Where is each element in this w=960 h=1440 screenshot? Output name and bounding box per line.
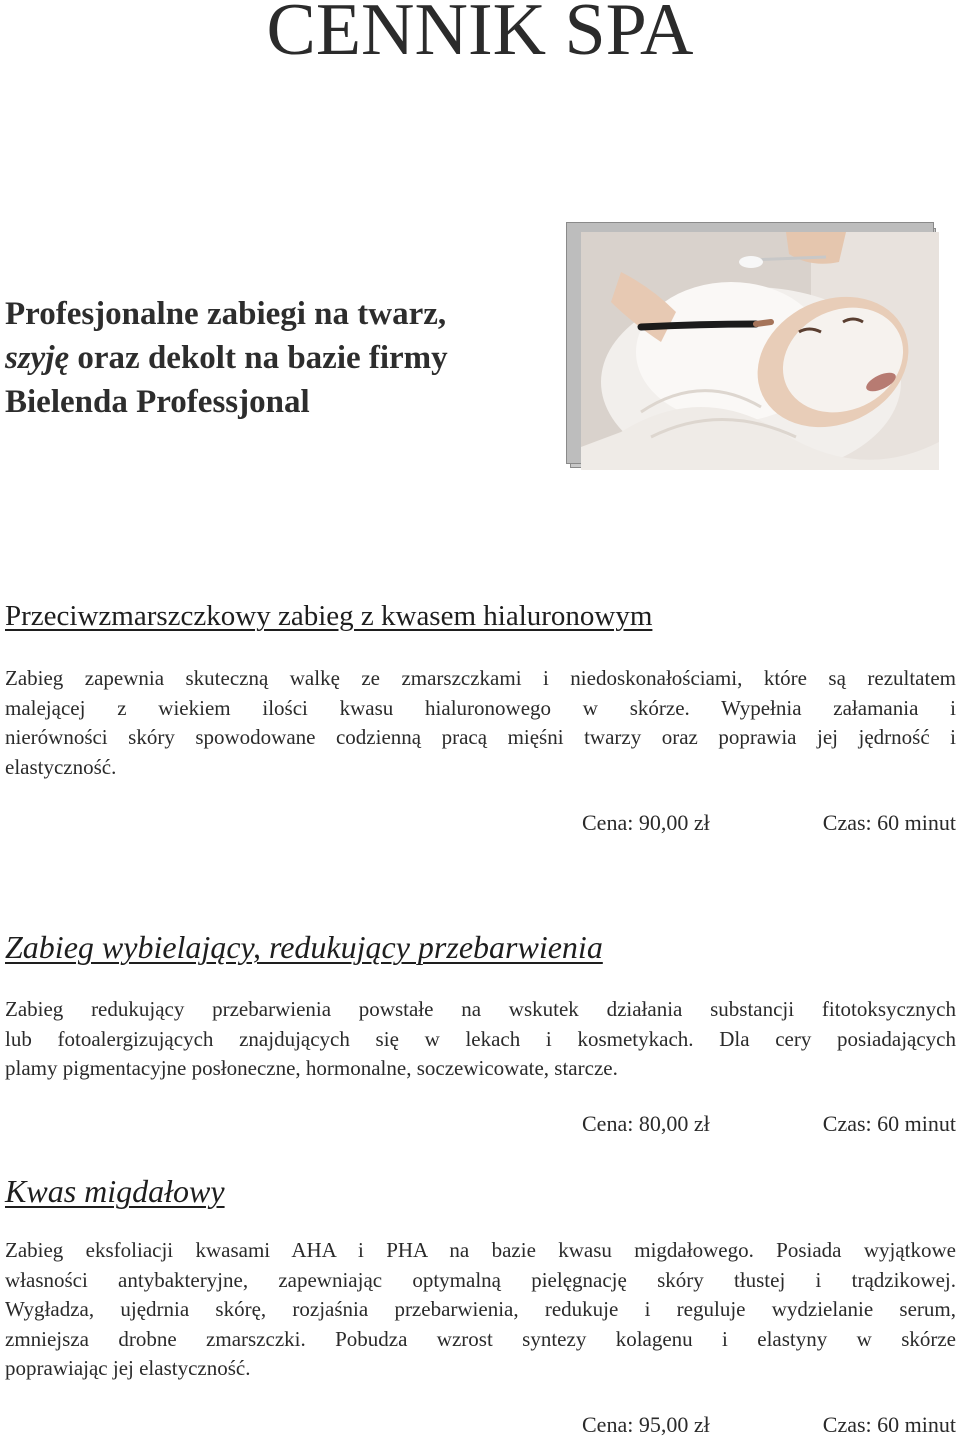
section-heading-mandelic: Kwas migdałowy: [5, 1173, 225, 1209]
description-line: Zabieg redukujący przebarwienia powstałe na wskutek działania substancji fitotoksycznych: [5, 997, 956, 1021]
description-line: własności antybakteryjne, zapewniając optymalną pielęgnację skóry tłustej i trądzikowej.: [5, 1267, 956, 1292]
price-label: Cena: 95,00 zł: [582, 1412, 710, 1437]
duration-label: Czas: 60 minut: [822, 1412, 956, 1437]
intro-heading: [5, 292, 545, 424]
description-line: zmniejsza drobne zmarszczki. Pobudza wzrost syntezy kolagenu i elastyny w skórze: [5, 1326, 956, 1351]
intro-line-2-rest: oraz dekolt na bazie firmy: [69, 340, 448, 376]
intro-line-2: [5, 336, 545, 380]
section-description-whitening: [5, 995, 956, 1084]
description-line: Zabieg eksfoliacji kwasami AHA i PHA na bazie kwasu migdałowego. Posiada wyjątkowe: [5, 1238, 956, 1262]
intro-line-3: Bielenda Professjonal: [5, 384, 310, 420]
description-line: plamy pigmentacyjne posłoneczne, hormonalne, soczewicowate, starcze.: [5, 1056, 618, 1080]
description-line: poprawiając jej elastyczność.: [5, 1356, 251, 1380]
intro-emphasis: szyję: [5, 340, 70, 376]
description-line: nierówności skóry spowodowane codzienną pracą mięśni twarzy oraz poprawia jej jędrność i: [5, 725, 956, 749]
page-title: CENNIK SPA: [266, 0, 694, 71]
duration-label: Czas: 60 minut: [822, 1111, 956, 1136]
section-description-hyaluronic: [5, 664, 956, 782]
section-description-mandelic: [5, 1236, 956, 1384]
description-line: malejącej z wiekiem ilości kwasu hialuronowego w skórze. Wypełnia załamania i: [5, 695, 956, 720]
description-line: elastyczność.: [5, 754, 117, 779]
section-heading-hyaluronic: Przeciwzmarszczkowy zabieg z kwasem hialuronowym: [5, 600, 653, 632]
spa-facial-photo: [581, 232, 939, 470]
description-line: Wygładza, ujędrnia skórę, rozjaśnia przebarwienia, redukuje i reguluje wydzielanie serum,: [5, 1297, 956, 1321]
spa-photo-frame: [564, 218, 940, 470]
description-line: lub fotoalergizujących znajdujących się w lekach i kosmetykach. Dla cery posiadających: [5, 1026, 956, 1051]
price-label: Cena: 80,00 zł: [582, 1111, 710, 1136]
price-label: Cena: 90,00 zł: [582, 810, 710, 835]
duration-label: Czas: 60 minut: [822, 810, 956, 835]
intro-line-1: Profesjonalne zabiegi na twarz,: [5, 296, 447, 332]
section-heading-whitening: Zabieg wybielający, redukujący przebarwienia: [5, 929, 603, 965]
description-line: Zabieg zapewnia skuteczną walkę ze zmarszczkami i niedoskonałościami, które są rezultatem: [5, 666, 956, 690]
